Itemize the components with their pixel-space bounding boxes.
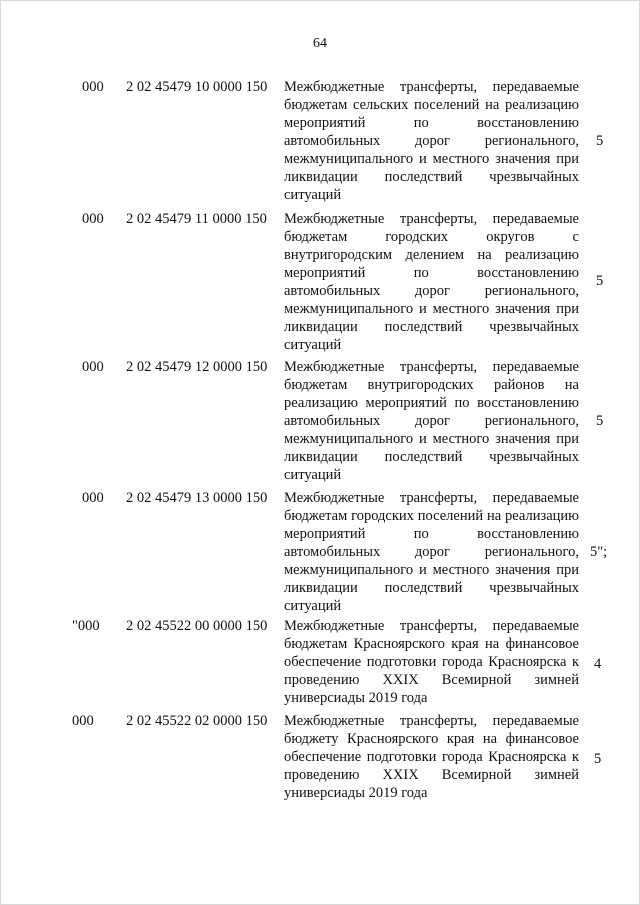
amount-value: 5"; — [590, 544, 608, 560]
amount-value: 5 — [596, 273, 604, 289]
amount-value: 5 — [596, 133, 604, 149]
income-description: Межбюджетные трансферты, передаваемые бюджетам городских поселений на реализацию мероприятий по восстановлению автомобильных дорог регионального, межмуниципального и местного значения при ликвидации последствий чрезвычайных ситуаций — [284, 490, 579, 614]
admin-code: 000 — [82, 211, 104, 227]
amount-value: 5 — [594, 751, 602, 767]
admin-code: 000 — [82, 79, 104, 95]
admin-code: 000 — [82, 490, 104, 506]
amount-value: 5 — [596, 413, 604, 429]
amount-value: 4 — [594, 656, 602, 672]
income-description: Межбюджетные трансферты, передаваемые бюджету Красноярского края на финансовое обеспечение подготовки города Красноярска к проведению XXIX Всемирной зимней универсиады 2019 года — [284, 713, 579, 801]
admin-code: 000 — [82, 359, 104, 375]
budget-classification-code: 2 02 45479 10 0000 150 — [126, 79, 268, 95]
budget-classification-code: 2 02 45479 12 0000 150 — [126, 359, 268, 375]
budget-classification-code: 2 02 45479 11 0000 150 — [126, 211, 267, 227]
income-description: Межбюджетные трансферты, передаваемые бюджетам городских округов с внутригородским делением на реализацию мероприятий по восстановлению автомобильных дорог регионального, межмуниципального и местного значения при ликвидации последствий чрезвычайных ситуаций — [284, 211, 579, 353]
budget-classification-code: 2 02 45522 02 0000 150 — [126, 713, 268, 729]
admin-code: 000 — [72, 713, 94, 729]
budget-classification-code: 2 02 45522 00 0000 150 — [126, 618, 268, 634]
income-description: Межбюджетные трансферты, передаваемые бюджетам внутригородских районов на реализацию мероприятий по восстановлению автомобильных дорог регионального, межмуниципального и местного значения при ликвидации последствий чрезвычайных ситуаций — [284, 359, 579, 483]
income-description: Межбюджетные трансферты, передаваемые бюджетам сельских поселений на реализацию мероприятий по восстановлению автомобильных дорог регионального, межмуниципального и местного значения при ликвидации последствий чрезвычайных ситуаций — [284, 79, 579, 203]
admin-code: "000 — [72, 618, 100, 634]
budget-classification-code: 2 02 45479 13 0000 150 — [126, 490, 268, 506]
page-number: 64 — [313, 36, 327, 51]
income-description: Межбюджетные трансферты, передаваемые бюджетам Красноярского края на финансовое обеспечение подготовки города Красноярска к проведению XXIX Всемирной зимней универсиады 2019 года — [284, 618, 579, 706]
